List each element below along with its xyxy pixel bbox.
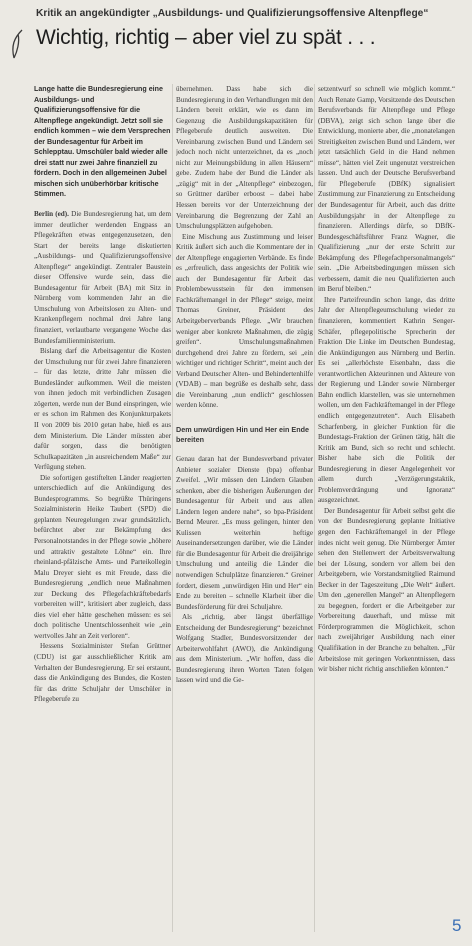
article-kicker: Kritik an angekündigter „Ausbildungs- und Qualifizierungsoffensive Altenpflege“ [36,8,429,19]
article-column-1 [34,84,171,932]
body-paragraph: Genau daran hat der Bundesverband privater Anbieter sozialer Dienste (bpa) offenbar Zweifel. „Wir müssen den Ländern Glauben schenken, aber die bisherigen Äußerungen der Bundesagentur für Arbeit und aus allen Ländern legen andere nahe“, so bpa-Präsident Bernd Meurer. „Es muss gelingen, hinter den Kulissen weiterhin heftige Auseinandersetzungen darüber, wie die Länder für die Bundesagentur für Arbeit die dreijährige Umschulung und anteilig die Länder die notwendigen Schulplätze finanzieren.“ Greiner fordert, diesem „unwürdigen Hin und Her“ ein Ende zu bereiten – schnelle Klarheit über die Bundesförderung für drei Schuljahre. [176,454,313,611]
article-column-2 [176,84,313,932]
body-paragraph: setzentwurf so schnell wie möglich kommt.“ Auch Renate Gamp, Vorsitzende des Deutschen Berufsverbands für Altenpflege und Pflege (DBVA), zeigt sich schon lange über die Entwicklung, monierte aber, die „monatelangen Streitigkeiten zwischen Bund und Ländern, wer jetzt tatsächlich Geld in die Hand nehmen müsse“, hätten viel Zeit ungenutzt verstreichen lassen. Und auch der Deutsche Berufsverband für Pflegeberufe (DBfK) signalisiert Zustimmung zur Finanzierung zu Entscheidung der Bundesagentur für Arbeit, auch das dritte Ausbildungsjahr in der Altenpflege zu finanzieren. Allerdings dürfe, so DBfK-Bundesgeschäftsführer Franz Wagner, die Qualifizierung „nur der erste Schritt zur Bekämpfung des Pflegefachpersonalmangels“ sein. „Die Arbeitsbedingungen müssen sich verbessern, damit die neu Qualifizierten auch im Beruf bleiben.“ [318,85,455,294]
body-paragraph: übernehmen. Dass habe sich die Bundesregierung in den Verhandlungen mit den Ländern bereit erklärt, wie es dann im Gegenzug die Ausbildungskapazitäten für Pflegeberufe deutlich ausweiten. Die Vereinbarung zwischen Bund und Ländern sei jedoch noch nicht unterzeichnet, da es „noch nicht zur Meinungsbildung in allen Häusern“ gebe. Zudem habe der Bund die Länder als „zügig“ mit in der „Altenpflege“ einbezogen, so Grüttner darüber erboost – dabei habe Hessen bereits vor der Unterzeichnung der Vereinbarung die Begrenzung der Zahl an Umschulungsplätzen aufgehoben. [176,85,313,231]
article-column-3 [318,84,455,932]
body-paragraph: Eine Mischung aus Zustimmung und leiser Kritik äußert sich auch die Kommentare der in der Altenpflege engagierten Verbände. Es finde es „erfreulich, dass angesichts der Politik wie auch der Bundesagentur für Arbeit das Problembewusstsein für den immensen Fachkräftemangel in der Pflege“ steige, meint Thomas Greiner, Präsident des Arbeitgeberverbands Pflege. „Wir brauchen weniger aber konkrete Maßnahmen, die zügig greifen“. Umschulungsmaßnahmen durchgehend drei Jahre zu fördern, sei „ein wichtiger und richtiger Schritt“, meint auch der Verband Deutscher Alten- und Behindertenhilfe (VDAB) – man begrüße es deshalb sehr, dass die Vereinbarung „nun endlich“ geschlossen werden könne. [176,232,313,410]
page-number: 5 [452,916,462,935]
handwritten-mark-icon [8,28,28,62]
article-subhead: Dem unwürdigen Hin und Her ein Ende bereiten [176,424,309,445]
article-teaser: Lange hatte die Bundesregierung eine Ausbildungs- und Qualifizierungsoffensive für die Altenpflege angekündigt. Jetzt soll sie endlich kommen – wie dem Versprechen der Bundesagentur für Arbeit im Schlepptau. Umschüler bald wieder alle drei statt nur zwei Jahre finanziell zu fördern. Doch in den allgemeinen Jubel mischen sich unüberhörbar kritische Stimmen. [34,85,171,199]
body-paragraph: Der Bundesagentur für Arbeit selbst geht die von der Bundesregierung geplante Initiative gegen den Fachkräftemangel in der Pflege indes nicht weit genug. Die Nürnberger Ämter sehen den Stellenwert der Arbeitsverwaltung bei der Lösung, sondern vor allem bei den Arbeitgebern, wie Vorstandsmitglied Raimund Becker in der Tageszeitung „Die Welt“ äußert. Um den „generellen Mangel“ an Altenpflegern zu begegnen, fordert er die Arbeitgeber zur Vorbereitung dauerhaft, und müsse mit Förderprogrammen die Möglichkeit, schon nach zweijähriger Ausbildung nach einer Qualifikation in der Branche zu behalten. „Für Arbeitslose mit geringen Vorkenntnissen, dass wir bisher nicht richtig anschließen könnten.“ [318,506,455,674]
body-paragraph: Ihre Parteifreundin schon lange, das dritte Jahr der Altenpflegeumschulung wieder zu finanzieren, kommentiert Kathrin Senger-Schäfer, pflegepolitische Sprecherin der Fraktion Die Linke im Deutschen Bundestag, die Ankündigungen aus Nürnberg und Berlin. Es sei „allerhöchste Eisenbahn, dass die verantwortlichen Akteurinnen und Akteure von der Regierung und Länder sowie Nürnberger Bahn endlich klarstellen, was sie unternehmen wollen, um den Fachkräftemangel in der Pflege endlich entgegenzutreten“. Auch Elisabeth Scharfenberg, in gleicher Funktion für die Bundestags-Fraktion der Grünen tätig, hält die Kritik am Bund, sich so recht und schlecht. Bisher habe sich die Politik der Bundesregierung in dieser Angelegenheit vor allem durch „Verzögerungstaktik, Problemverdrängung und Ignoranz“ ausgezeichnet. [318,295,455,505]
body-paragraph: Als „richtig, aber längst überfällige Entscheidung der Bundesregierung“ bezeichnet Wolfgang Stadler, Bundesvorsitzender der Arbeiterwohlfahrt (AWO), die Ankündigung aus dem Ministerium. „Wir hoffen, dass die Bundesregierung ihren Worten Taten folgen lassen wird und die Ge- [176,613,313,685]
column-divider [314,84,315,932]
body-paragraph [34,209,171,346]
paragraph-text: Die Bundesregierung hat, um dem immer deutlicher werdenden Engpass an Pflegekräften etwas entgegenzusetzen, den Start der bereits lange diskutierten „Ausbildungs- und Qualifizierungsoffensive Altenpflege“ angekündigt. Zentraler Baustein dieser Offensive wurde sein, dass die Bundesagentur für Arbeit (BA) mit Sitz in Nürnberg vom kommenden Jahr an die Umschulung von Arbeitslosen zu Alten- und Krankenpflegern nochmal drei Jahre lang finanziert, verlautbarte vergangene Woche das Bundesfamilienministerium. [34,210,171,345]
article-headline: Wichtig, richtig – aber viel zu spät . . . [36,26,376,49]
body-paragraph: Die sofortigen gestiftelten Länder reagierten unterschiedlich auf die Ankündigung des Bundesprogramms. So begrüßte Thüringens Sozialministerin Heike Taubert (SPD) die geplanten Neuregelungen zwar grundsätzlich, befürchtet aber zur Bekämpfung des Personalnotstandes in der Pflege sowie „höhere und attraktiv gestaltete Löhne“ ein. Ihre rheinland-pfälzische Amts- und Parteikollegin Malu Dreyer sieht es mit Freude, dass die Bundesregierung „endlich neue Maßnahmen zur Deckung des Pflegefachkräftebedarfs vorbereiten will“, kritisiert aber zugleich, dass dies viel eher hätte geschehen müssen: es sei doch politische Unentschlossenheit wie „ein wertvolles Jahr an Zeit verloren“. [34,473,171,640]
dateline: Berlin (ed). [34,210,69,219]
body-paragraph: Bislang darf die Arbeitsagentur die Kosten der Umschulung nur für zwei Jahre finanzieren – für das letzte, dritte Jahr müssen die Bundesländer aufkommen. Weil die meisten von ihnen jedoch mit verbindlichen Zusagen zögerten, werde nun der Bund einspringen, wie er es schon im Rahmen des Konjunkturpakets II von 2009 bis 2010 getan habe, hieß es aus dem Ministerium. Die Länder müssten aber dafür sorgen, dass die benötigten Schulkapazitäten „in ausreichendem Maße“ zur Verfügung stehen. [34,347,171,472]
column-divider [172,84,173,932]
body-paragraph: Hessens Sozialminister Stefan Grüttner (CDU) ist gar ausschließlicher Kritik am Verhalten der Bundesregierung. Er sei erstaunt, dass die Ankündigung des Bundes, die Kosten für das dritte Schuljahr der Umschüler in Pflegeberufe zu [34,642,171,704]
